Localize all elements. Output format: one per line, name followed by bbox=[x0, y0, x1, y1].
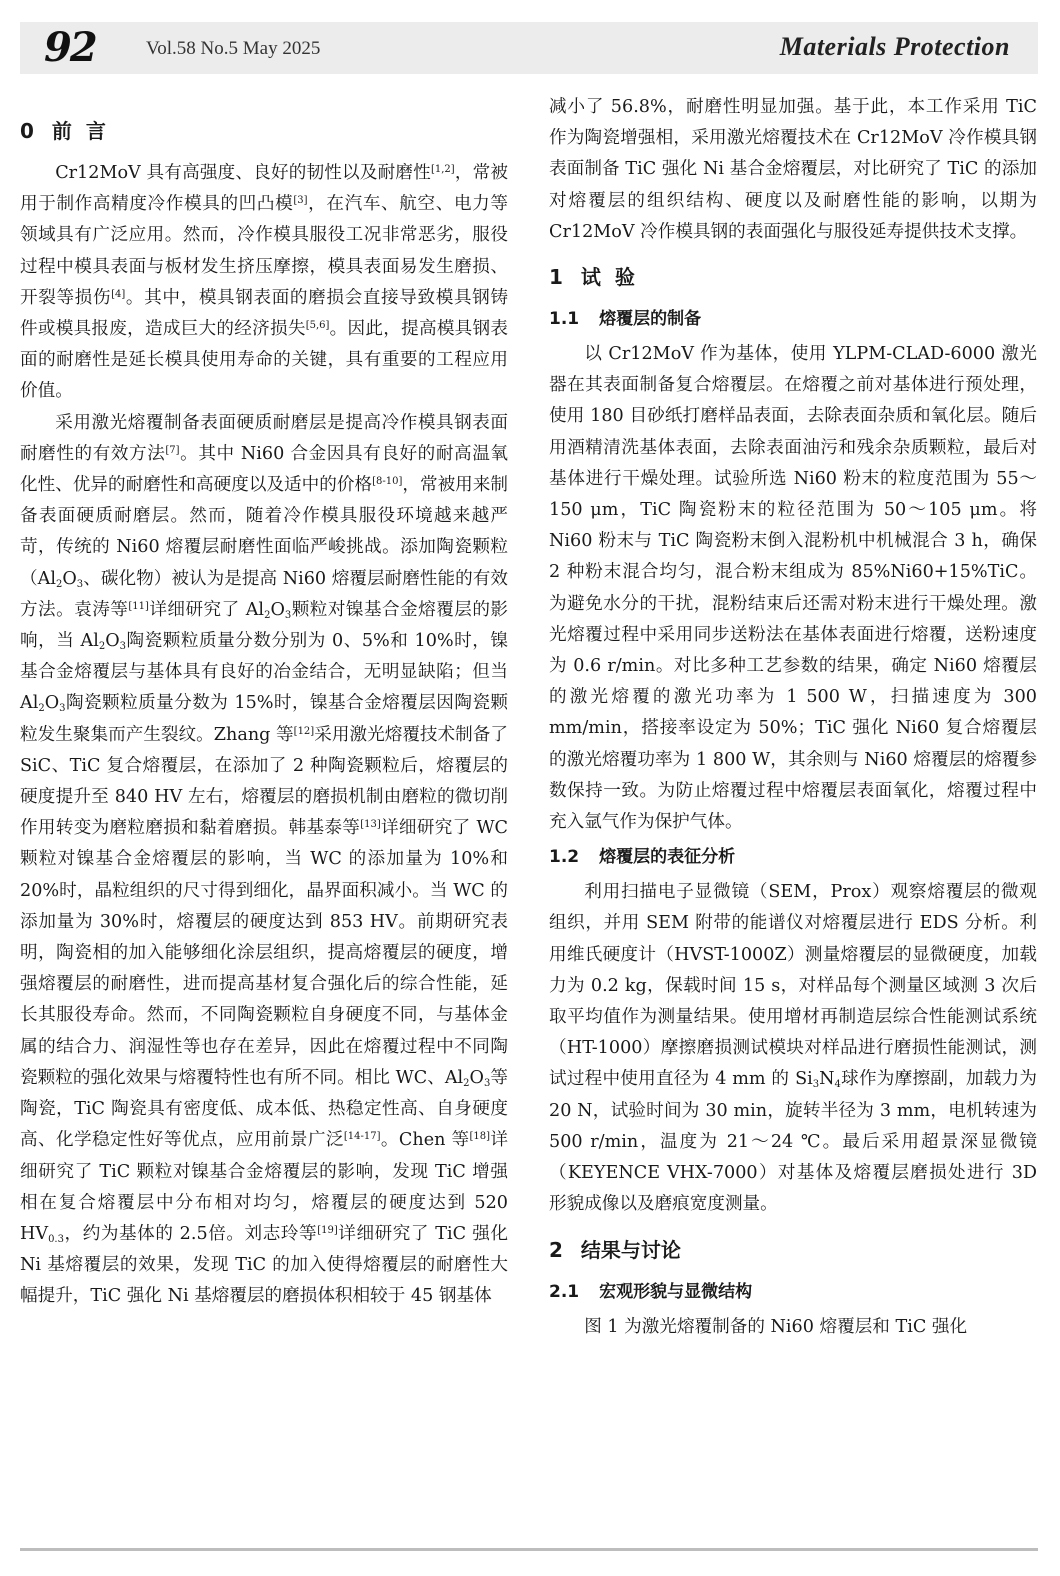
volume-issue: Vol.58 No.5 May 2025 bbox=[146, 38, 321, 59]
page-number: 92 bbox=[44, 24, 96, 71]
citation: [8-10] bbox=[372, 476, 403, 488]
section-heading-2 bbox=[549, 1235, 1037, 1265]
section-title: 前言 bbox=[51, 119, 120, 143]
citation: [5,6] bbox=[305, 320, 330, 332]
paragraph-intro-2: 采用激光熔覆制备表面硬质耐磨层是提高冷作模具钢表面耐磨性的有效方法[7]。其中 Ni60 合金因具有良好的耐高温氧化性、优异的耐磨性和高硬度以及适中的价格[8-10]，常被用来制备表面硬质耐磨层。然而，随着冷作模具服役环境越来越严苛，传统的 Ni60 熔覆层耐磨性面临严峻挑战。添加陶瓷颗粒（$Al_2O_3$、碳化物）被认为是提高 Ni60 熔覆层耐磨性能的有效方法。袁涛等[11]详细研究了 $Al_2O_3$颗粒对镍基合金熔覆层的影响，当 $Al_2O_3$陶瓷颗粒质量分数分别为 0、5%和 10%时，镍基合金熔覆层与基体具有良好的冶金结合，无明显缺陷；但当 $Al_2O_3$陶瓷颗粒质量分数为 15%时，镍基合金熔覆层因陶瓷颗粒发生聚集而产生裂纹。Zhang 等[12]采用激光熔覆技术制备了 SiC、TiC 复合熔覆层，在添加了 2 种陶瓷颗粒后，熔覆层的硬度提升至 840 HV 左右，熔覆层的磨损机制由磨粒的微切削作用转变为磨粒磨损和黏着磨损。韩基泰等[13]详细研究了 WC 颗粒对镍基合金熔覆层的影响，当 WC 的添加量为 10%和 20%时，晶粒组织的尺寸得到细化，晶界面积减小。当 WC 的添加量为 30%时，熔覆层的硬度达到 853 HV。前期研究表明，陶瓷相的加入能够细化涂层组织，提高熔覆层的硬度，增强熔覆层的耐磨性，进而提高基材复合强化后的综合性能，延长其服役寿命。然而，不同陶瓷颗粒自身硬度不同，与基体金属的结合力、润湿性等也存在差异，因此在熔覆过程中不同陶瓷颗粒的强化效果与熔覆特性也有所不同。相比 WC、$Al_2O_3$等陶瓷，TiC 陶瓷具有密度低、成本低、热稳定性高、自身硬度高、化学稳定性好等优点，应用前景广泛[14-17]。Chen 等[18]详细研究了 TiC 颗粒对镍基合金熔覆层的影响，发现 TiC 增强相在复合熔覆层中分布相对均匀，熔覆层的硬度达到 520 $HV_{0.3}$，约为基体的 2.5倍。刘志玲等[19]详细研究了 TiC 强化 Ni 基熔覆层的效果，发现 TiC 的加入使得熔覆层的耐磨性大幅提升，TiC 强化 Ni 基熔覆层的磨损体积相较于 45 钢基体 bbox=[20, 412, 508, 1307]
subsection-heading-1-1: 1.1 熔覆层的制备 bbox=[549, 309, 702, 330]
citation: [11] bbox=[128, 600, 149, 612]
section-number: 0 bbox=[20, 119, 34, 143]
page-header bbox=[20, 22, 1038, 74]
citation: [19] bbox=[317, 1224, 338, 1236]
citation: [12] bbox=[293, 725, 315, 737]
paragraph-intro-3: 减小了 56.8%，耐磨性明显加强。基于此，本工作采用 TiC 作为陶瓷增强相，采用激光熔覆技术在 Cr12MoV 冷作模具钢表面制备 TiC 强化 Ni 基合金熔覆层，对比研究了 TiC 的添加对熔覆层的组织结构、硬度以及耐磨性能的影响，以期为 Cr12MoV 冷作模具钢的表面强化与服役延寿提供技术支撑。 bbox=[549, 97, 1037, 242]
section-heading-1 bbox=[549, 262, 1037, 292]
section-number: 1 bbox=[549, 265, 563, 290]
citation: [4] bbox=[111, 288, 126, 300]
citation: [7] bbox=[165, 444, 180, 456]
citation: [1,2] bbox=[430, 164, 455, 175]
section-heading-0 bbox=[20, 116, 508, 146]
right-column bbox=[549, 92, 1037, 1343]
paragraph-preparation: 以 Cr12MoV 作为基体，使用 YLPM-CLAD-6000 激光器在其表面制备复合熔覆层。在熔覆之前对基体进行预处理，使用 180 目砂纸打磨样品表面，去除表面杂质和氧化层。随后用酒精清洗基体表面，去除表面油污和残余杂质颗粒，最后对基体进行干燥处理。试验所选 Ni60 粉末的粒度范围为 55～150 μm，TiC 陶瓷粉末的粒径范围为 50～105 μm。将 Ni60 粉末与 TiC 陶瓷粉末倒入混粉机中机械混合 3 h，确保 2 种粉末混合均匀，混合粉末组成为 85%Ni60+15%TiC。为避免水分的干扰，混粉结束后还需对粉末进行干燥处理。激光熔覆过程中采用同步送粉法在基体表面进行熔覆，送粉速度为 0.6 r/min。对比多种工艺参数的结果，确定 Ni60 熔覆层的激光熔覆的激光功率为 1 500 W，扫描速度为 300 mm/min，搭接率设定为 50%；TiC 强化 Ni60 复合熔覆层的激光熔覆功率为 1 800 W，其余则与 Ni60 熔覆层的熔覆参数保持一致。为防止熔覆过程中熔覆层表面氧化，熔覆过程中充入氩气作为保护气体。 bbox=[549, 344, 1037, 833]
paragraph-characterization: 利用扫描电子显微镜（SEM，Prox）观察熔覆层的微观组织，并用 SEM 附带的能谱仪对熔覆层进行 EDS 分析。利用维氏硬度计（HVST-1000Z）测量熔覆层的显微硬度，加载力为 0.2 kg，保载时间 15 s，对样品每个测量区域测 3 次后取平均值作为测量结果。使用增材再制造层综合性能测试系统（HT-1000）摩擦磨损测试模块对样品进行磨损性能测试，测试过程中使用直径为 4 mm 的 $Si_3N_4$球作为摩擦副，加载力为 20 N，试验时间为 30 min，旋转半径为 3 mm，电机转速为 500 r/min，温度为 21～24 ℃。最后采用超景深显微镜（KEYENCE VHX-7000）对基体及熔覆层磨损处进行 3D 形貌成像以及磨痕宽度测量。 bbox=[549, 882, 1037, 1215]
citation: [13] bbox=[360, 819, 381, 831]
section-title: 试验 bbox=[580, 265, 649, 290]
citation: [3] bbox=[293, 195, 308, 207]
section-number: 2 bbox=[549, 1237, 563, 1262]
footer-rule bbox=[20, 1548, 1038, 1551]
citation: [14-17] bbox=[343, 1131, 381, 1143]
section-title: 结果与讨论 bbox=[580, 1237, 681, 1262]
paragraph-intro-1: Cr12MoV 具有高强度、良好的韧性以及耐磨性[1,2]，常被用于制作高精度冷作模具的凹凸模[3]，在汽车、航空、电力等领域具有广泛应用。然而，冷作模具服役工况非常恶劣，服役过程中模具表面与板材发生挤压摩擦，模具表面易发生磨损、开裂等损伤[4]。其中，模具钢表面的磨损会直接导致模具钢铸件或模具报废，造成巨大的经济损失[5,6]。因此，提高模具钢表面的耐磨性是延长模具使用寿命的关键，具有重要的工程应用价值。 bbox=[20, 163, 508, 402]
citation: [18] bbox=[469, 1131, 490, 1143]
left-column bbox=[20, 96, 508, 1313]
subsection-heading-2-1: 2.1 宏观形貌与显微结构 bbox=[549, 1281, 753, 1302]
paragraph-results: 图 1 为激光熔覆制备的 Ni60 熔覆层和 TiC 强化 bbox=[584, 1316, 968, 1337]
subsection-heading-1-2: 1.2 熔覆层的表征分析 bbox=[549, 847, 736, 868]
journal-name: Materials Protection bbox=[779, 32, 1010, 61]
